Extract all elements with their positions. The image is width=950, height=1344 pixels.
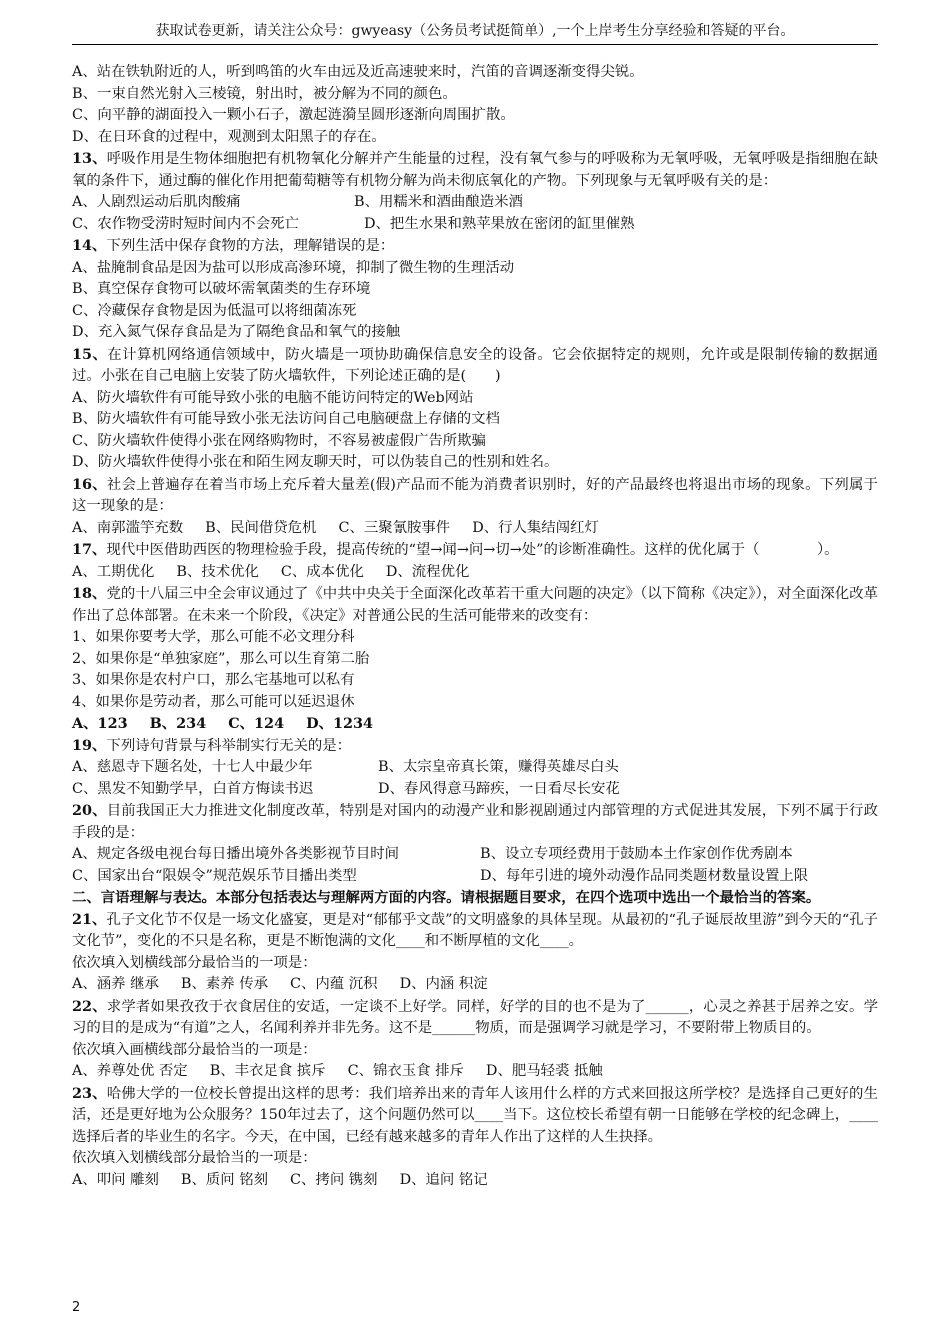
q23-option-c: C、拷问 镌刻	[290, 1171, 378, 1188]
q20-stem	[72, 800, 878, 844]
q13-text: 呼吸作用是生物体细胞把有机物氧化分解并产生能量的过程，没有氧气参与的呼吸称为无氧呼吸，无氧呼吸是指细胞在缺氧的条件下，通过酶的催化作用把葡萄糖等有机物分解为尚未彻底氧化的产物。下列现象与无氧呼吸有关的是：	[72, 151, 878, 189]
q18-option-a: A、123	[72, 715, 128, 732]
header-divider	[72, 44, 878, 45]
q15-option-a: A、防火墙软件有可能导致小张的电脑不能访问特定的Web网站	[72, 389, 474, 406]
q19-number: 19、	[72, 736, 107, 754]
q18-option-c: C、124	[228, 715, 285, 732]
q20-option-a: A、规定各级电视台每日播出境外各类影视节目时间	[72, 846, 399, 862]
q23-prompt: 依次填入划横线部分最恰当的一项是：	[72, 1150, 317, 1166]
q22-options	[72, 1061, 878, 1083]
q21-stem	[72, 909, 878, 953]
q18-item-4: 4、如果你是劳动者，那么可能可以延迟退休	[72, 693, 355, 710]
q15-number: 15、	[72, 345, 108, 363]
q22-stem	[72, 996, 878, 1040]
q20-number: 20、	[72, 802, 107, 819]
q20-text: 目前我国正大力推进文化制度改革，特别是对国内的动漫产业和影视剧通过内部管理的方式促进其发展，下列不属于行政手段的是：	[72, 803, 878, 841]
q20-option-b: B、设立专项经费用于鼓励本土作家创作优秀剧本	[480, 846, 793, 862]
q17-number: 17、	[72, 541, 107, 558]
q21-option-b: B、素养 传承	[180, 976, 269, 992]
q23-number: 23、	[72, 1084, 107, 1102]
q20-options-row2	[72, 866, 878, 888]
q15-option-d: D、防火墙软件使得小张在和陌生网友聊天时，可以伪装自己的性别和姓名。	[72, 454, 559, 470]
q23-text: 哈佛大学的一位校长曾提出这样的思考：我们培养出来的青年人该用什么样的方式来回报这所学校？是选择自己更好的生活，还是更好地为公众服务？150年过去了，这个问题仍然可以____当下。这位校长希望有朝一日能够在学校的纪念碑上，____选择后者的毕业生的名字。今天，在中国，已经有越来越多的青年人作出了这样的人生抉择。	[72, 1085, 878, 1145]
q23-option-d: D、追问 铭记	[399, 1171, 488, 1188]
q13-option-a: A、人剧烈运动后肌肉酸痛	[72, 194, 241, 210]
q22-option-b: B、丰衣足食 摈斥	[209, 1063, 326, 1079]
q17-option-b: B、技术优化	[176, 563, 259, 580]
q19-option-a: A、慈恩寺下题名处，十七人中最少年	[72, 759, 313, 775]
q17-stem	[72, 539, 878, 562]
q12-option-a: A、站在铁轨附近的人，听到鸣笛的火车由远及近高速驶来时，汽笛的音调逐渐变得尖锐。	[72, 64, 644, 80]
q19-option-b: B、太宗皇帝真长策，赚得英雄尽白头	[378, 759, 619, 775]
q18-item-1: 1、如果你要考大学，那么可能不必文理分科	[72, 629, 355, 645]
q12-option-c: C、向平静的湖面投入一颗小石子，激起涟漪呈圆形逐渐向周围扩散。	[72, 107, 515, 123]
q19-option-c: C、黑发不知勤学早，白首方悔读书迟	[72, 780, 314, 797]
q19-stem	[72, 735, 878, 758]
q14-option-b: B、真空保存食物可以破坏需氧菌类的生存环境	[72, 281, 371, 297]
q12-option-d: D、在日环食的过程中，观测到太阳黑子的存在。	[72, 128, 386, 145]
q14-stem	[72, 235, 878, 258]
q13-stem	[72, 148, 878, 192]
q14-text: 下列生活中保存食物的方法，理解错误的是：	[106, 238, 395, 254]
q17-text: 现代中医借助西医的物理检验手段，提高传统的“望→闻→问→切→处”的诊断准确性。这样的优化属于（ ）。	[106, 542, 839, 558]
q18-stem	[72, 583, 878, 627]
section-2-heading: 二、言语理解与表达。本部分包括表达与理解两方面的内容。请根据题目要求，在四个选项中选出一个最恰当的答案。	[72, 889, 821, 906]
q18-options	[72, 713, 878, 735]
q14-option-a: A、盐腌制食品是因为盐可以形成高渗环境，抑制了微生物的生理活动	[72, 259, 515, 276]
q16-text: 社会上普遍存在着当市场上充斥着大量差(假)产品而不能为消费者识别时，好的产品最终也将退出市场的现象。下列属于这一现象的是：	[72, 476, 878, 514]
q16-option-d: D、行人集结闯红灯	[472, 519, 599, 536]
q22-text: 求学者如果孜孜于衣食居住的安适，一定谈不上好学。同样，好学的目的也不是为了______，心灵之养甚于居养之安。学习的目的是成为“有道”之人，名闻利养并非先务。这不是______物质，而是强调学习就是学习，不要附带上物质目的。	[72, 998, 878, 1036]
q22-number: 22、	[72, 997, 107, 1015]
q14-option-d: D、充入氮气保存食品是为了隔绝食品和氧气的接触	[72, 324, 401, 340]
q19-option-d: D、春风得意马蹄疾，一日看尽长安花	[378, 780, 620, 797]
q23-stem	[72, 1083, 878, 1149]
q21-option-c: C、内蕴 沉积	[290, 976, 378, 992]
q17-options	[72, 562, 878, 584]
q13-option-d: D、把生水果和熟苹果放在密闭的缸里催熟	[364, 215, 635, 232]
q18-option-b: B、234	[149, 715, 207, 732]
q13-option-b: B、用糯米和酒曲酿造米酒	[354, 194, 523, 210]
q21-options	[72, 974, 878, 996]
q12-option-b: B、一束自然光射入三棱镜，射出时，被分解为不同的颜色。	[72, 85, 457, 102]
q14-option-c: C、冷藏保存食物是因为低温可以将细菌冻死	[72, 302, 357, 319]
q13-options-row1	[72, 192, 878, 214]
page-number: 2	[72, 1300, 81, 1315]
q19-text: 下列诗句背景与科举制实行无关的是：	[106, 737, 352, 754]
q16-number: 16、	[72, 475, 107, 493]
q15-option-c: C、防火墙软件使得小张在网络购物时，不容易被虚假广告所欺骗	[72, 432, 486, 449]
q13-options-row2	[72, 214, 878, 236]
q18-item-3: 3、如果你是农村户口，那么宅基地可以私有	[72, 672, 355, 688]
q21-prompt: 依次填入划横线部分最恰当的一项是：	[72, 954, 317, 971]
q18-item-2: 2、如果你是“单独家庭”，那么可以生育第二胎	[72, 650, 370, 667]
q16-option-a: A、南郭滥竽充数	[72, 519, 184, 536]
q15-text: 在计算机网络通信领域中，防火墙是一项协助确保信息安全的设备。它会依据特定的规则，允许或是限制传输的数据通过。小张在自己电脑上安装了防火墙软件，下列论述正确的是( )	[72, 346, 878, 384]
q23-option-b: B、质问 铭刻	[180, 1171, 269, 1188]
q21-text: 孔子文化节不仅是一场文化盛宴，更是对“郁郁乎文哉”的文明盛象的具体呈现。从最初的“孔子诞辰故里游”到今天的“孔子文化节”，变化的不只是名称，更是不断饱满的文化____和不断厚植的文化____。	[72, 911, 878, 949]
q19-options-row1	[72, 757, 878, 779]
q14-number: 14、	[72, 237, 107, 254]
q16-option-b: B、民间借贷危机	[205, 519, 317, 536]
q17-option-c: C、成本优化	[280, 563, 364, 580]
q13-number: 13、	[72, 150, 107, 167]
q18-number: 18、	[72, 585, 107, 602]
q20-option-c: C、国家出台“限娱令”规范娱乐节目播出类型	[72, 867, 357, 884]
q22-option-c: C、锦衣玉食 排斥	[347, 1063, 464, 1079]
q23-options	[72, 1170, 878, 1192]
q16-option-c: C、三聚氰胺事件	[338, 519, 451, 536]
q16-stem	[72, 474, 878, 518]
q18-text: 党的十八届三中全会审议通过了《中共中央关于全面深化改革若干重大问题的决定》（以下简称《决定》），对全面深化改革作出了总体部署。在未来一个阶段，《决定》对普通公民的生活可能带来的改变有：	[72, 586, 879, 624]
q19-options-row2	[72, 779, 878, 801]
q20-options-row1	[72, 844, 878, 866]
q23-option-a: A、叩问 雕刻	[72, 1171, 159, 1188]
q22-prompt: 依次填入画横线部分最恰当的一项是：	[72, 1041, 317, 1058]
page-header: 获取试卷更新，请关注公众号：gwyeasy（公务员考试挺简单）,一个上岸考生分享经验和答疑的平台。	[155, 23, 795, 39]
q22-option-a: A、养尊处优 否定	[72, 1063, 188, 1079]
q17-option-a: A、工期优化	[72, 563, 155, 580]
q21-option-d: D、内涵 积淀	[399, 976, 488, 992]
q15-option-b: B、防火墙软件有可能导致小张无法访问自己电脑硬盘上存储的文档	[72, 411, 500, 427]
q15-stem	[72, 344, 878, 388]
exam-content	[72, 62, 878, 1191]
q21-number: 21、	[72, 910, 107, 928]
q21-option-a: A、涵养 继承	[72, 976, 159, 992]
q18-option-d: D、1234	[306, 715, 374, 732]
q20-option-d: D、每年引进的境外动漫作品同类题材数量设置上限	[480, 867, 809, 884]
q16-options	[72, 518, 878, 540]
q22-option-d: D、肥马轻裘 抵触	[485, 1063, 603, 1079]
q13-option-c: C、农作物受涝时短时间内不会死亡	[72, 215, 299, 232]
q17-option-d: D、流程优化	[385, 563, 470, 580]
